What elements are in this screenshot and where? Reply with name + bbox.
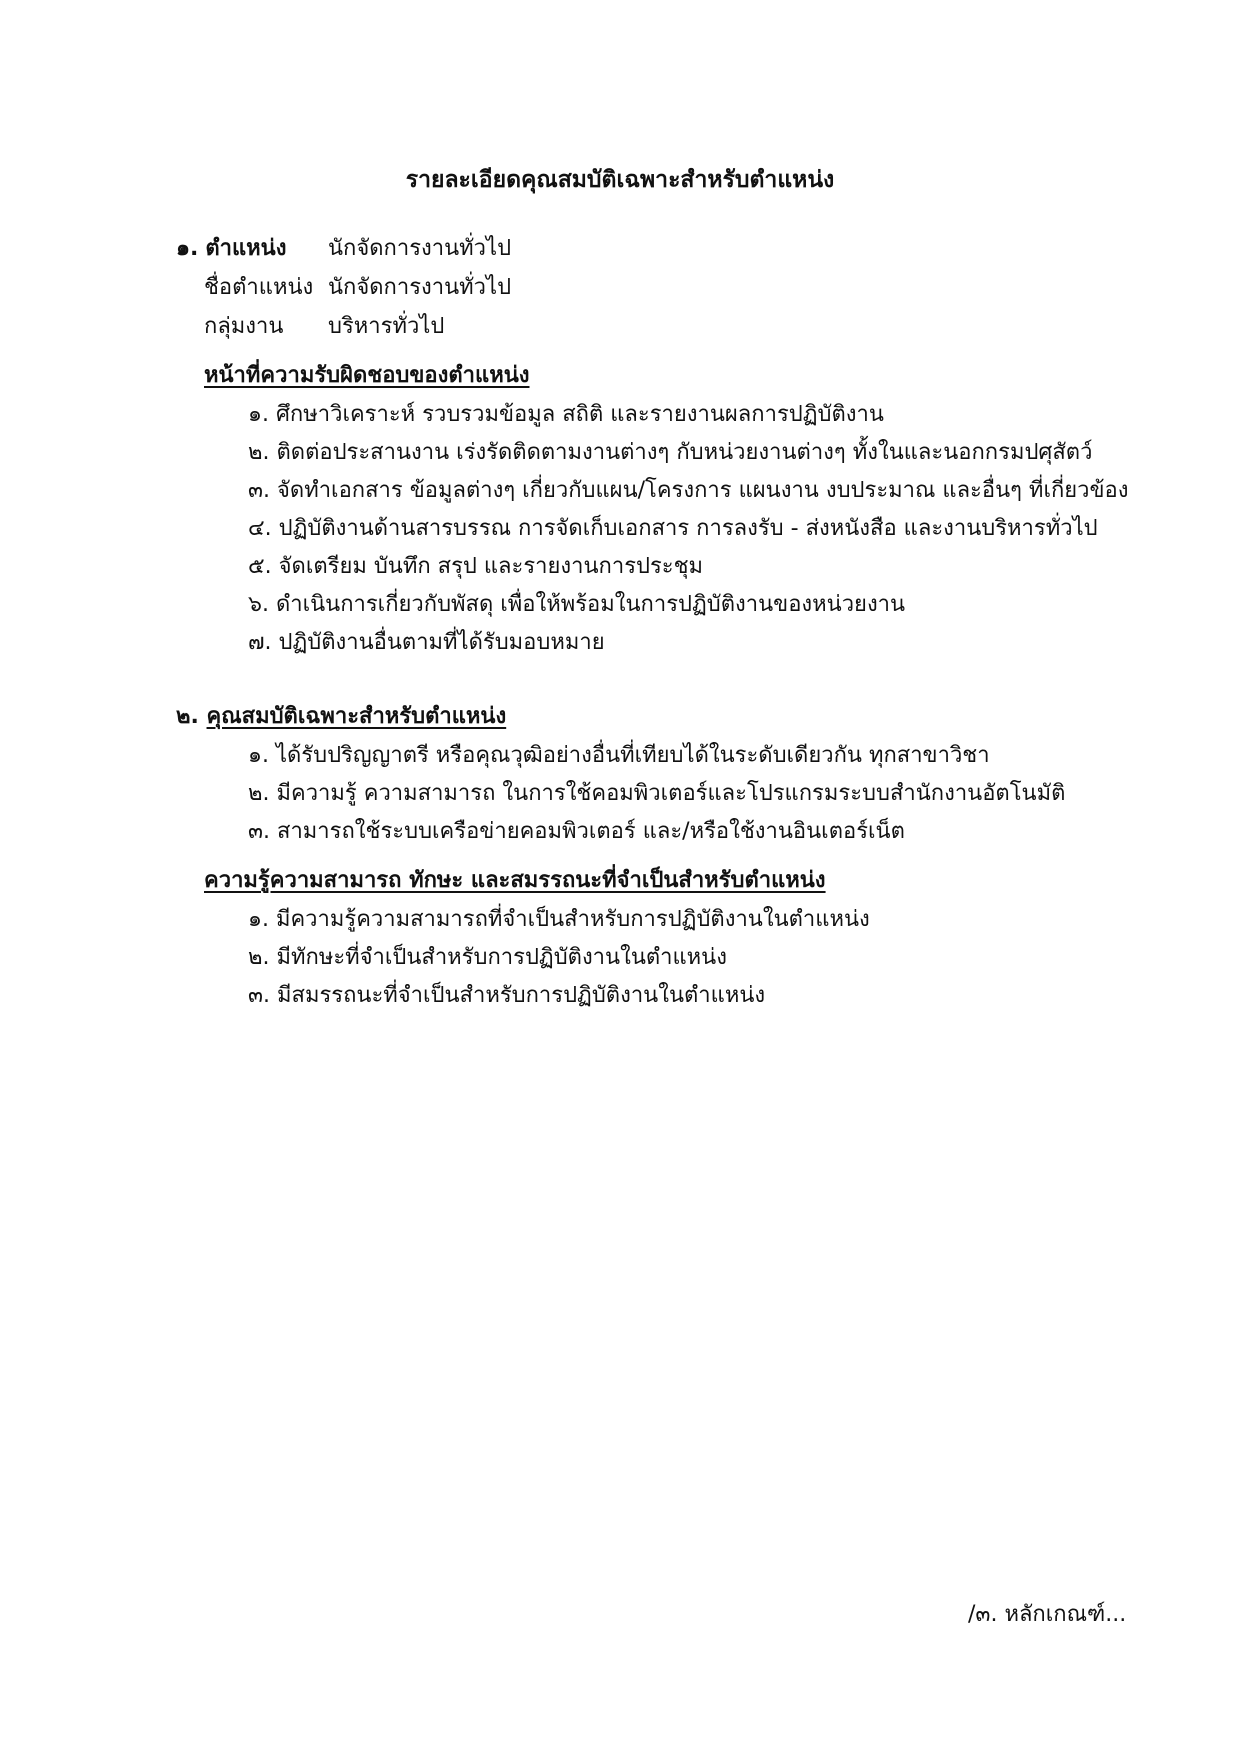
qualification-item: ๑. ได้รับปริญญาตรี หรือคุณวุฒิอย่างอื่นที่เทียบได้ในระดับเดียวกัน ทุกสาขาวิชา — [248, 743, 990, 768]
section1-position-row — [176, 234, 286, 264]
duty-item: ๒. ติดต่อประสานงาน เร่งรัดติดตามงานต่างๆ กับหน่วยงานต่างๆ ทั้งในและนอกกรมปศุสัตว์ — [248, 440, 1093, 465]
name-value: นักจัดการงานทั่วไป — [328, 275, 512, 300]
page-continuation-note: /๓. หลักเกณฑ์... — [968, 1602, 1127, 1627]
competency-item: ๓. มีสมรรถนะที่จำเป็นสำหรับการปฏิบัติงานในตำแหน่ง — [248, 983, 766, 1008]
name-label: ชื่อตำแหน่ง — [204, 275, 314, 300]
duty-item: ๖. ดำเนินการเกี่ยวกับพัสดุ เพื่อให้พร้อมในการปฏิบัติงานของหน่วยงาน — [248, 592, 906, 617]
competency-heading: ความรู้ความสามารถ ทักษะ และสมรรถนะที่จำเป็นสำหรับตำแหน่ง — [204, 868, 826, 893]
duty-item: ๓. จัดทำเอกสาร ข้อมูลต่างๆ เกี่ยวกับแผน/โครงการ แผนงาน งบประมาณ และอื่นๆ ที่เกี่ยวข้อง — [248, 478, 1129, 503]
group-label: กลุ่มงาน — [204, 314, 284, 339]
position-label: ตำแหน่ง — [205, 236, 287, 261]
section2-heading-row — [176, 702, 506, 732]
duty-item: ๗. ปฏิบัติงานอื่นตามที่ได้รับมอบหมาย — [248, 630, 605, 655]
section2-heading: คุณสมบัติเฉพาะสำหรับตำแหน่ง — [206, 704, 507, 729]
duties-heading: หน้าที่ความรับผิดชอบของตำแหน่ง — [204, 363, 530, 388]
section1-number: ๑. — [176, 236, 199, 261]
duty-item: ๔. ปฏิบัติงานด้านสารบรรณ การจัดเก็บเอกสาร การลงรับ - ส่งหนังสือ และงานบริหารทั่วไป — [248, 516, 1098, 541]
section2-number: ๒. — [176, 704, 199, 729]
group-value: บริหารทั่วไป — [328, 314, 445, 339]
competency-item: ๑. มีความรู้ความสามารถที่จำเป็นสำหรับการปฏิบัติงานในตำแหน่ง — [248, 907, 870, 932]
competency-item: ๒. มีทักษะที่จำเป็นสำหรับการปฏิบัติงานในตำแหน่ง — [248, 945, 727, 970]
qualification-item: ๒. มีความรู้ ความสามารถ ในการใช้คอมพิวเตอร์และโปรแกรมระบบสำนักงานอัตโนมัติ — [248, 781, 1066, 806]
duty-item: ๕. จัดเตรียม บันทึก สรุป และรายงานการประชุม — [248, 554, 704, 579]
document-title: รายละเอียดคุณสมบัติเฉพาะสำหรับตำแหน่ง — [405, 167, 835, 193]
position-value: นักจัดการงานทั่วไป — [328, 236, 512, 261]
qualification-item: ๓. สามารถใช้ระบบเครือข่ายคอมพิวเตอร์ และ/หรือใช้งานอินเตอร์เน็ต — [248, 819, 905, 844]
duty-item: ๑. ศึกษาวิเคราะห์ รวบรวมข้อมูล สถิติ และรายงานผลการปฏิบัติงาน — [248, 402, 884, 427]
